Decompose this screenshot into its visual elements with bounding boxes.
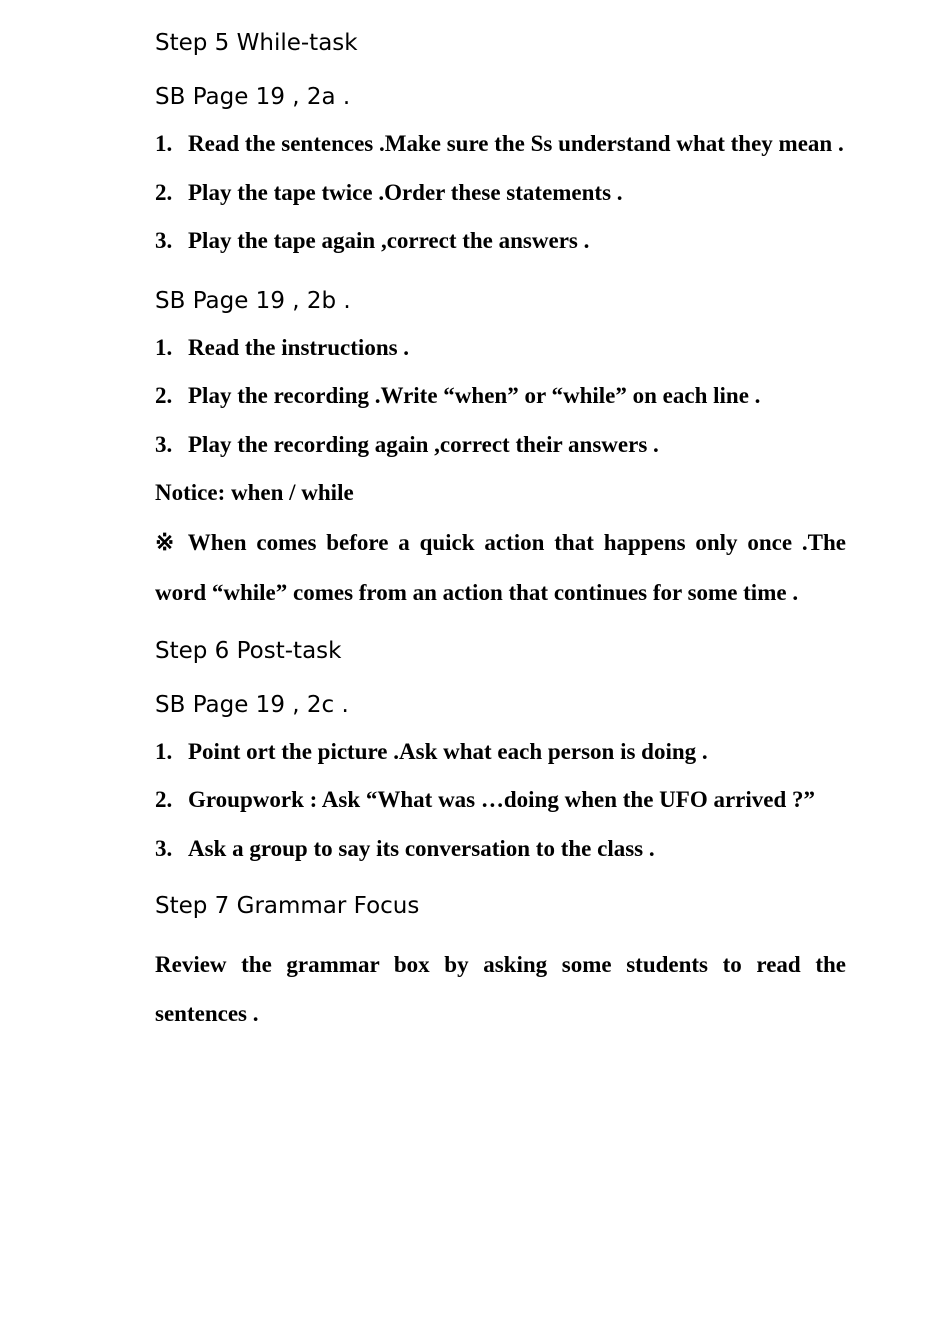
list-item	[155, 421, 846, 470]
list-item-text: Read the sentences .Make sure the Ss understand what they mean .	[188, 131, 844, 156]
sb-2c-title: SB Page 19 , 2c .	[155, 691, 349, 718]
list-item-number: 3.	[155, 228, 173, 253]
list-item-text: Groupwork : Ask “What was …doing when the UFO arrived ?”	[188, 787, 816, 812]
list-item-number: 3.	[155, 835, 173, 861]
document-page	[155, 0, 846, 1038]
sb-2b-title: SB Page 19 , 2b .	[155, 287, 351, 314]
list-item-text: Read the instructions .	[188, 334, 410, 360]
list-item-number: 1.	[155, 131, 173, 156]
list-item	[155, 324, 846, 373]
list-item-number: 1.	[155, 738, 173, 764]
list-item-text: Play the recording .Write “when” or “while” on each line .	[188, 383, 761, 408]
list-item	[155, 825, 846, 874]
list-item-text: Point ort the picture .Ask what each person is doing .	[188, 738, 708, 764]
list-item-text: Play the recording again ,correct their answers .	[188, 431, 659, 457]
list-item	[155, 169, 846, 218]
list-item	[155, 372, 846, 421]
sb-2b-list	[155, 324, 846, 470]
step5-heading: Step 5 While-task	[155, 30, 358, 56]
step7-heading: Step 7 Grammar Focus	[155, 893, 420, 919]
notice-title: Notice: when / while	[155, 480, 354, 505]
list-item	[155, 217, 846, 266]
list-item-number: 2.	[155, 383, 173, 408]
sb-2a-list	[155, 120, 846, 266]
list-item	[155, 728, 846, 777]
list-item-number: 1.	[155, 334, 173, 360]
sb-2c-list	[155, 728, 846, 874]
step7-body: Review the grammar box by asking some students to read the sentences .	[155, 952, 846, 1026]
list-item-text: Play the tape again ,correct the answers .	[188, 228, 590, 253]
list-item-number: 2.	[155, 179, 173, 205]
list-item-number: 3.	[155, 431, 173, 457]
step6-heading: Step 6 Post-task	[155, 637, 342, 664]
list-item-number: 2.	[155, 787, 173, 812]
list-item	[155, 120, 846, 169]
list-item	[155, 776, 846, 825]
sb-2a-title: SB Page 19 , 2a .	[155, 84, 351, 110]
notice-body: ※ When comes before a quick action that happens only once .The word “while” comes from an action that continues for some time .	[155, 529, 846, 605]
list-item-text: Ask a group to say its conversation to the class .	[188, 835, 655, 861]
list-item-text: Play the tape twice .Order these statements .	[188, 179, 623, 205]
